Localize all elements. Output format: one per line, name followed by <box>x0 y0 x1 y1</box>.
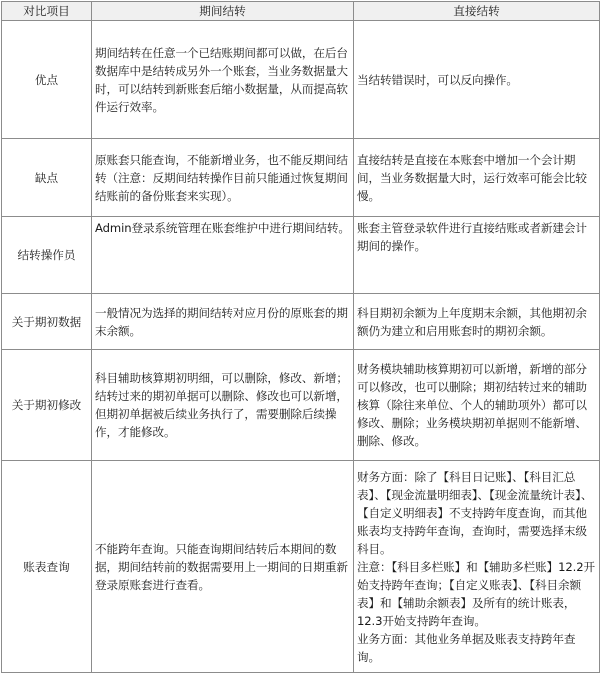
row-label: 账表查询 <box>2 461 92 673</box>
period-cell: 不能跨年查询。只能查询期间结转后本期间的数据，期间结转前的数据需要用上一期间的日期重新登录原账套进行查看。 <box>92 461 354 673</box>
direct-cell: 账套主管登录软件进行直接结账或者新建会计期间的操作。 <box>354 217 600 294</box>
header-period-transfer: 期间结转 <box>92 2 354 21</box>
header-direct-transfer: 直接结转 <box>354 2 600 21</box>
row-report-query <box>2 461 600 673</box>
period-cell: 期间结转在任意一个已结账期间都可以做，在后台数据库中是结转成另外一个账套，当业务数据量大时，可以结转到新账套后缩小数据量，从而提高软件运行效率。 <box>92 21 354 139</box>
row-label: 结转操作员 <box>2 217 92 294</box>
row-opening-modification <box>2 350 600 461</box>
period-cell: 原账套只能查询，不能新增业务，也不能反期间结转（注意：反期间结转操作目前只能通过恢复期间结账前的备份账套来实现）。 <box>92 139 354 217</box>
direct-cell: 直接结转是直接在本账套中增加一个会计期间，当业务数据量大时，运行效率可能会比较慢。 <box>354 139 600 217</box>
version-note: 注意：【科目多栏账】和【辅助多栏账】12.2开始支持跨年查询；【自定义账表】、【科目余额表】和【辅助余额表】及所有的统计账表，12.3开始支持跨年查询。 <box>357 559 595 628</box>
period-cell: 科目辅助核算期初明细，可以删除，修改、新增；结转过来的期初单据可以删除、修改也可以新增，但期初单据被后续业务执行了，需要删除后续操作，才能修改。 <box>92 350 354 461</box>
comparison-table <box>1 1 600 673</box>
business-note: 业务方面：其他业务单据及账表支持跨年查询。 <box>357 631 576 664</box>
row-advantages <box>2 21 600 139</box>
row-disadvantages <box>2 139 600 217</box>
direct-cell <box>354 461 600 673</box>
row-label: 缺点 <box>2 139 92 217</box>
header-item: 对比项目 <box>2 2 92 21</box>
direct-cell: 财务模块辅助核算期初可以新增，新增的部分可以修改，也可以删除；期初结转过来的辅助核算（除往来单位、个人的辅助项外）都可以修改、删除；业务模块期初单据则不能新增、删除、修改。 <box>354 350 600 461</box>
row-label: 关于期初数据 <box>2 294 92 350</box>
row-operator <box>2 217 600 294</box>
direct-cell: 科目期初余额为上年度期末余额，其他期初余额仍为建立和启用账套时的期初余额。 <box>354 294 600 350</box>
period-cell: 一般情况为选择的期间结转对应月份的原账套的期末余额。 <box>92 294 354 350</box>
period-cell: Admin登录系统管理在账套维护中进行期间结转。 <box>92 217 354 294</box>
direct-cell: 当结转错误时，可以反向操作。 <box>354 21 600 139</box>
row-label: 关于期初修改 <box>2 350 92 461</box>
row-opening-data <box>2 294 600 350</box>
finance-note: 财务方面：除了【科目日记账】、【科目汇总表】、【现金流量明细表】、【现金流量统计表】、【自定义明细表】不支持跨年度查询，而其他账表均支持跨年查询，查询时，需要选择末级科目。 <box>357 469 593 556</box>
header-row <box>2 2 600 21</box>
row-label: 优点 <box>2 21 92 139</box>
